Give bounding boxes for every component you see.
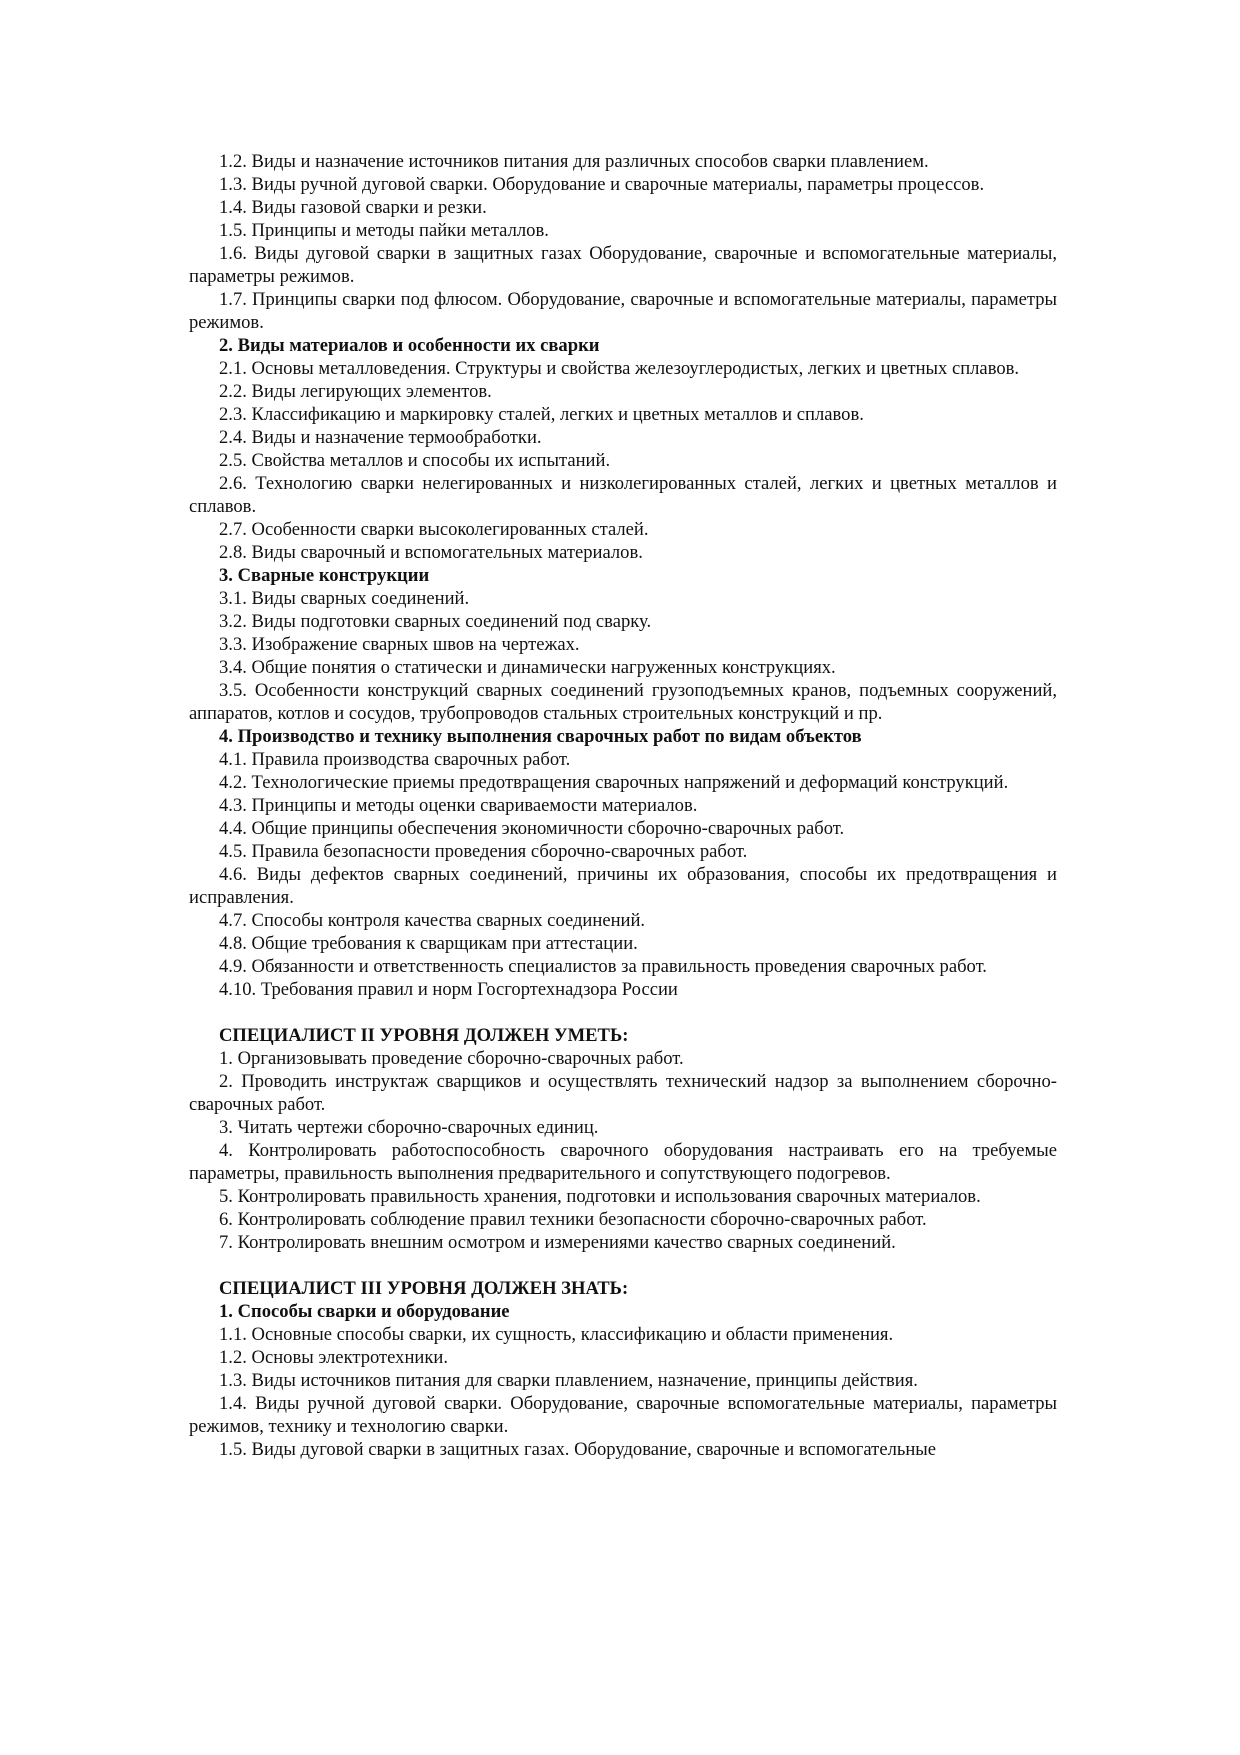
section-title: СПЕЦИАЛИСТ III УРОВНЯ ДОЛЖЕН ЗНАТЬ:: [219, 1278, 629, 1299]
list-item: 1.6. Виды дуговой сварки в защитных газах Оборудование, сварочные и вспомогательные материалы, параметры режимов.: [189, 243, 1057, 287]
list-item: 1.5. Принципы и методы пайки металлов.: [219, 220, 549, 241]
list-item: 1. Организовывать проведение сборочно-сварочных работ.: [219, 1048, 684, 1069]
subsection-heading: 2. Виды материалов и особенности их сварки: [219, 335, 600, 356]
list-item: 1.2. Основы электротехники.: [219, 1347, 449, 1368]
blank-line: [189, 1001, 1057, 1024]
list-item: 2.5. Свойства металлов и способы их испытаний.: [219, 450, 611, 471]
list-item: 4.1. Правила производства сварочных работ.: [219, 749, 571, 770]
list-item: 2.6. Технологию сварки нелегированных и низколегированных сталей, легких и цветных металлов и сплавов.: [189, 473, 1057, 517]
list-item: 2.7. Особенности сварки высоколегированных сталей.: [219, 519, 649, 540]
list-item: 3.3. Изображение сварных швов на чертежах.: [219, 634, 580, 655]
subsection-heading: 3. Сварные конструкции: [219, 565, 430, 586]
list-item: 4.8. Общие требования к сварщикам при аттестации.: [219, 933, 638, 954]
list-item: 1.4. Виды газовой сварки и резки.: [219, 197, 487, 218]
list-item: 6. Контролировать соблюдение правил техники безопасности сборочно-сварочных работ.: [219, 1209, 927, 1230]
list-item: 4. Контролировать работоспособность сварочного оборудования настраивать его на требуемые параметры, правильность выполнения предварительного и сопутствующего подогревов.: [189, 1140, 1057, 1184]
list-item: 4.10. Требования правил и норм Госгортехнадзора России: [219, 979, 678, 1000]
list-item: 1.3. Виды источников питания для сварки плавлением, назначение, принципы действия.: [219, 1370, 918, 1391]
list-item: 1.5. Виды дуговой сварки в защитных газах. Оборудование, сварочные и вспомогательные: [219, 1439, 937, 1460]
list-item: 2.4. Виды и назначение термообработки.: [219, 427, 542, 448]
subsection-heading: 4. Производство и технику выполнения сварочных работ по видам объектов: [219, 726, 862, 747]
list-item: 4.5. Правила безопасности проведения сборочно-сварочных работ.: [219, 841, 748, 862]
list-item: 1.7. Принципы сварки под флюсом. Оборудование, сварочные и вспомогательные материалы, параметры режимов.: [189, 289, 1057, 333]
list-item: 3.4. Общие понятия о статически и динамически нагруженных конструкциях.: [219, 657, 836, 678]
list-item: 1.2. Виды и назначение источников питания для различных способов сварки плавлением.: [219, 151, 929, 172]
list-item: 4.7. Способы контроля качества сварных соединений.: [219, 910, 646, 931]
subsection-heading: 1. Способы сварки и оборудование: [219, 1301, 510, 1322]
list-item: 1.4. Виды ручной дуговой сварки. Оборудование, сварочные вспомогательные материалы, параметры режимов, технику и технологию сварки.: [189, 1393, 1057, 1437]
list-item: 5. Контролировать правильность хранения, подготовки и использования сварочных материалов.: [219, 1186, 981, 1207]
list-item: 2.3. Классификацию и маркировку сталей, легких и цветных металлов и сплавов.: [219, 404, 864, 425]
list-item: 4.4. Общие принципы обеспечения экономичности сборочно-сварочных работ.: [219, 818, 845, 839]
list-item: 2.2. Виды легирующих элементов.: [219, 381, 492, 402]
list-item: 3. Читать чертежи сборочно-сварочных единиц.: [219, 1117, 599, 1138]
list-item: 4.6. Виды дефектов сварных соединений, причины их образования, способы их предотвращения и исправления.: [189, 864, 1057, 908]
list-item: 3.1. Виды сварных соединений.: [219, 588, 470, 609]
list-item: 3.5. Особенности конструкций сварных соединений грузоподъемных кранов, подъемных сооружений, аппаратов, котлов и сосудов, трубопроводов стальных строительных конструкций и пр.: [189, 680, 1057, 724]
list-item: 4.2. Технологические приемы предотвращения сварочных напряжений и деформаций конструкций.: [219, 772, 1009, 793]
section-title: СПЕЦИАЛИСТ II УРОВНЯ ДОЛЖЕН УМЕТЬ:: [219, 1025, 629, 1046]
list-item: 1.1. Основные способы сварки, их сущность, классификацию и области применения.: [219, 1324, 894, 1345]
list-item: 3.2. Виды подготовки сварных соединений под сварку.: [219, 611, 652, 632]
list-item: 4.3. Принципы и методы оценки свариваемости материалов.: [219, 795, 698, 816]
list-item: 7. Контролировать внешним осмотром и измерениями качество сварных соединений.: [219, 1232, 896, 1253]
list-item: 2.1. Основы металловедения. Структуры и свойства железоуглеродистых, легких и цветных сплавов.: [219, 358, 1020, 379]
document-page: [189, 150, 1057, 1461]
list-item: 4.9. Обязанности и ответственность специалистов за правильность проведения сварочных работ.: [219, 956, 987, 977]
list-item: 2.8. Виды сварочный и вспомогательных материалов.: [219, 542, 643, 563]
list-item: 2. Проводить инструктаж сварщиков и осуществлять технический надзор за выполнением сборочно-сварочных работ.: [189, 1071, 1057, 1115]
list-item: 1.3. Виды ручной дуговой сварки. Оборудование и сварочные материалы, параметры процессов.: [219, 174, 985, 195]
blank-line: [189, 1254, 1057, 1277]
